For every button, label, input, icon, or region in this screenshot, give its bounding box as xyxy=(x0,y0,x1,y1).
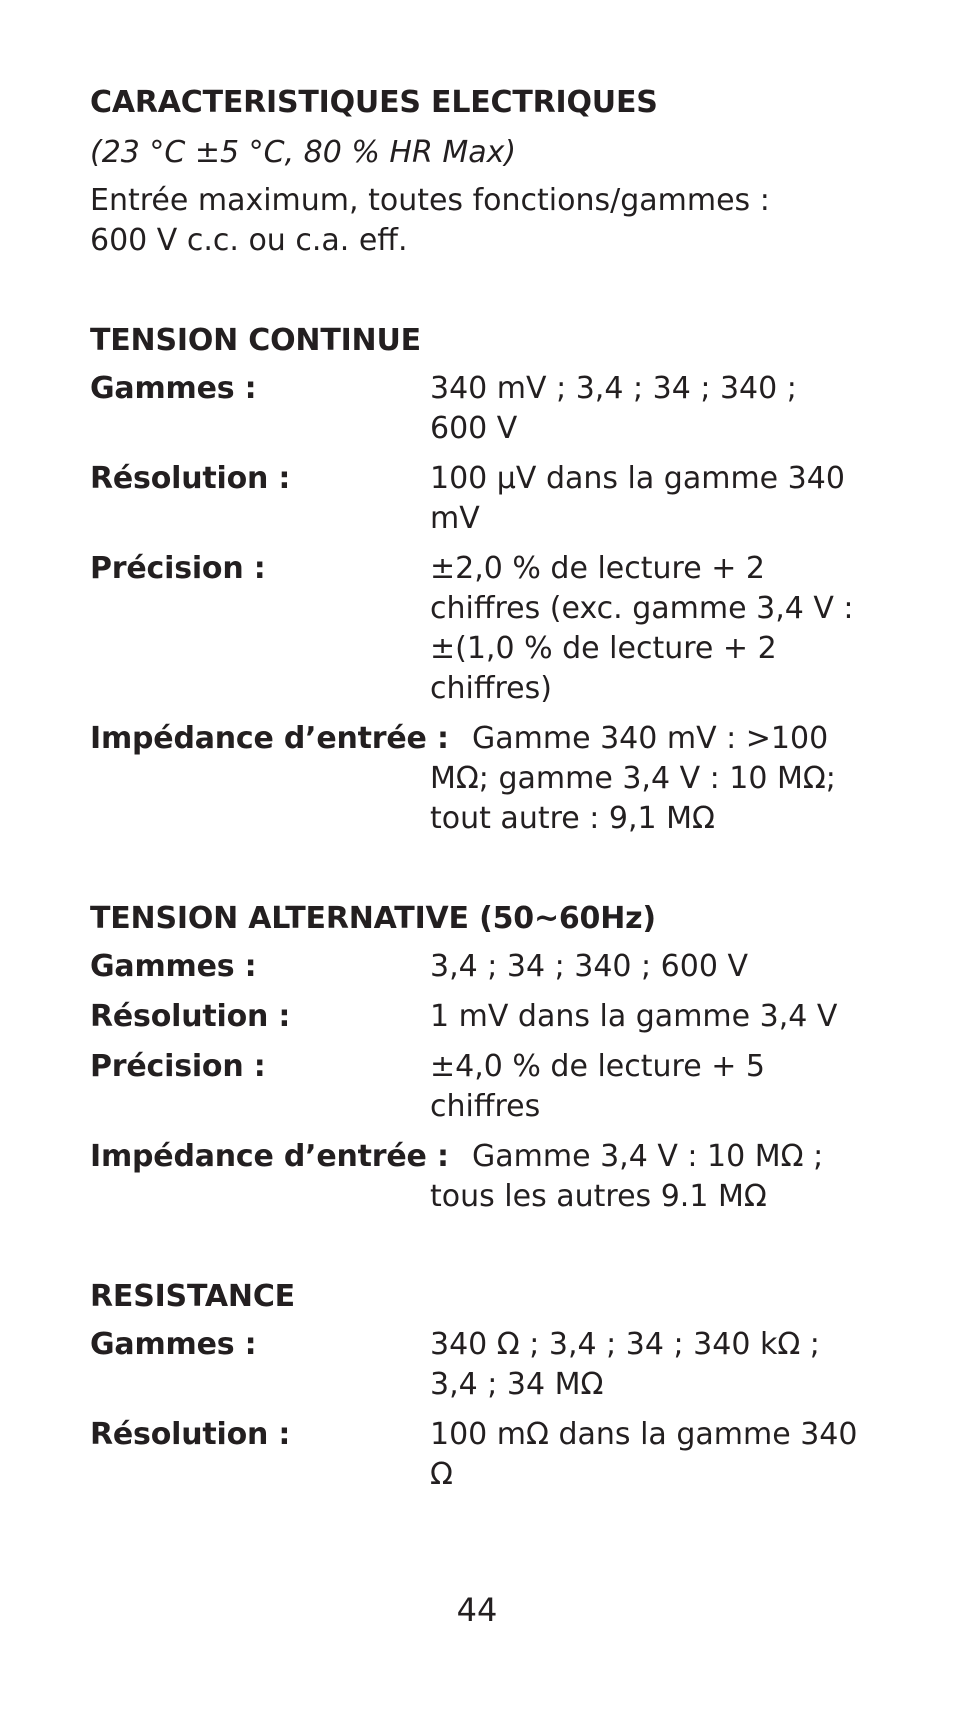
ranges-value: 340 Ω ; 3,4 ; 34 ; 340 kΩ ; 3,4 ; 34 MΩ xyxy=(430,1327,820,1402)
ac-voltage-section xyxy=(90,901,880,1217)
ac-voltage-title: TENSION ALTERNATIVE (50~60Hz) xyxy=(90,901,656,936)
spec-row xyxy=(90,947,880,987)
spec-row xyxy=(90,719,880,839)
max-input-line-2: 600 V c.c. ou c.a. eff. xyxy=(90,223,408,258)
test-conditions: (23 °C ±5 °C, 80 % HR Max) xyxy=(90,135,517,170)
resolution-value: 100 µV dans la gamme 340 mV xyxy=(430,461,845,536)
page-number: 44 xyxy=(456,1591,498,1629)
resolution-label: Résolution : xyxy=(90,461,291,496)
resistance-section xyxy=(90,1279,880,1495)
dc-voltage-section xyxy=(90,323,880,839)
resolution-value: 1 mV dans la gamme 3,4 V xyxy=(430,999,838,1034)
spec-row xyxy=(90,1137,880,1217)
accuracy-value: ±2,0 % de lecture + 2 chiffres (exc. gamme 3,4 V : ±(1,0 % de lecture + 2 chiffres) xyxy=(430,551,854,706)
resolution-label: Résolution : xyxy=(90,1417,291,1452)
spec-row xyxy=(90,1415,880,1495)
spec-row xyxy=(90,459,880,539)
accuracy-label: Précision : xyxy=(90,1049,266,1084)
resolution-label: Résolution : xyxy=(90,999,291,1034)
electrical-specs-header xyxy=(90,85,880,261)
ranges-label: Gammes : xyxy=(90,949,257,984)
accuracy-label: Précision : xyxy=(90,551,266,586)
ranges-label: Gammes : xyxy=(90,371,257,406)
spec-row xyxy=(90,369,880,449)
spec-row xyxy=(90,1325,880,1405)
ranges-value: 340 mV ; 3,4 ; 34 ; 340 ; 600 V xyxy=(430,371,797,446)
spec-page xyxy=(90,85,880,1495)
max-input-line-1: Entrée maximum, toutes fonctions/gammes : xyxy=(90,183,770,218)
input-impedance-label: Impédance d’entrée : xyxy=(90,1139,449,1174)
dc-voltage-title: TENSION CONTINUE xyxy=(90,323,421,358)
spec-row xyxy=(90,1047,880,1127)
ranges-value: 3,4 ; 34 ; 340 ; 600 V xyxy=(430,949,749,984)
spec-row xyxy=(90,997,880,1037)
input-impedance-value: Gamme 340 mV : >100 MΩ; gamme 3,4 V : 10 MΩ; tout autre : 9,1 MΩ xyxy=(430,721,836,836)
resistance-title: RESISTANCE xyxy=(90,1279,295,1314)
input-impedance-value: Gamme 3,4 V : 10 MΩ ; tous les autres 9.1 MΩ xyxy=(430,1139,824,1214)
page-title: CARACTERISTIQUES ELECTRIQUES xyxy=(90,85,658,120)
resolution-value: 100 mΩ dans la gamme 340 Ω xyxy=(430,1417,858,1492)
accuracy-value: ±4,0 % de lecture + 5 chiffres xyxy=(430,1049,765,1124)
max-input-note xyxy=(90,181,880,261)
input-impedance-label: Impédance d’entrée : xyxy=(90,721,449,756)
ranges-label: Gammes : xyxy=(90,1327,257,1362)
spec-row xyxy=(90,549,880,709)
